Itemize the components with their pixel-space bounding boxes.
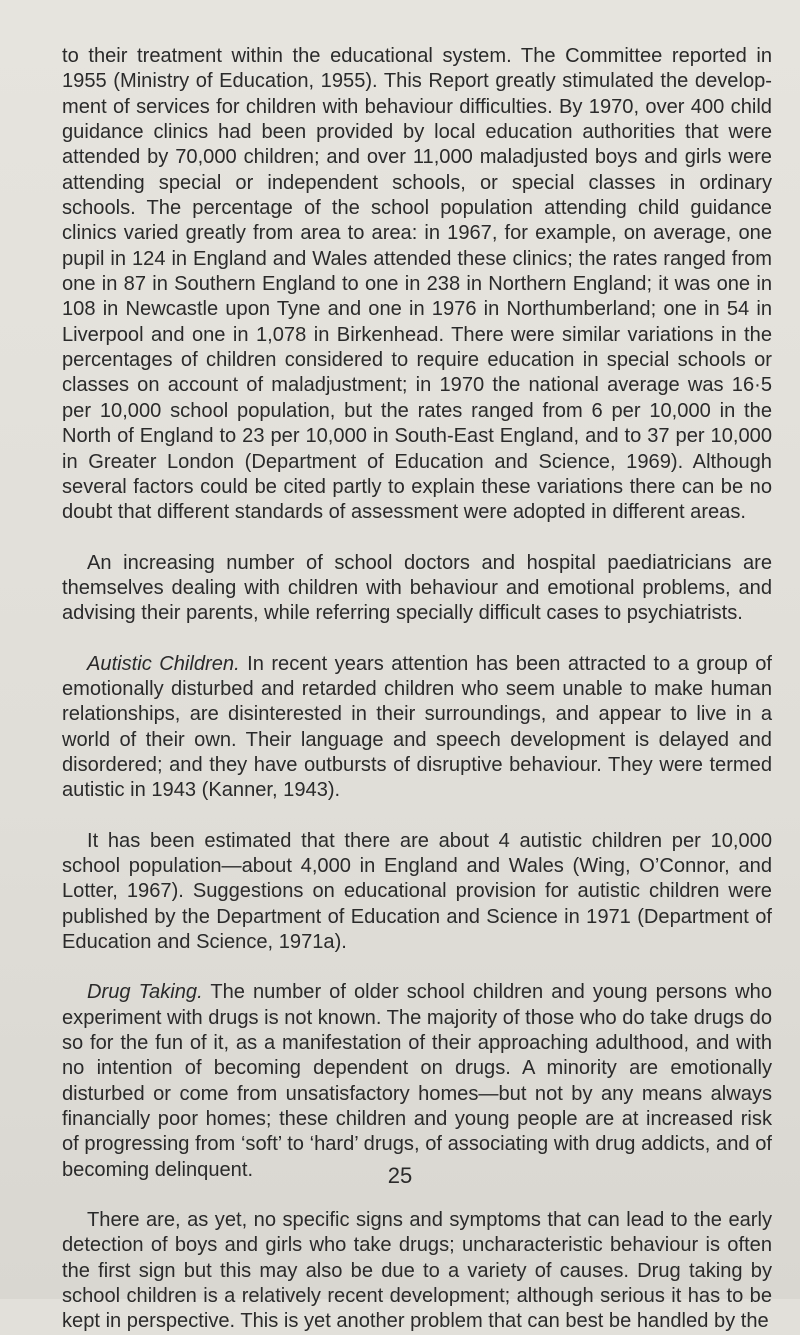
section-heading-drug-taking: Drug Taking. <box>87 981 203 1004</box>
section-heading-autistic: Autistic Children. <box>87 652 240 675</box>
paragraph-autism-estimate <box>62 829 772 956</box>
paragraph-drug-signs <box>62 1208 772 1335</box>
paragraph-drug-taking <box>62 980 772 1183</box>
page-number: 25 <box>387 1163 413 1188</box>
paragraph-text: An increasing number of school doctors and hospital paediatricians are themselves dealing with children with behaviour and emotional problems, and advising their parents, while referring specially difficult cases to psychiatrists. <box>62 551 772 625</box>
paragraph-autistic-children <box>62 652 772 804</box>
paragraph-text: There are, as yet, no specific signs and symptoms that can lead to the early detection of boys and girls who take drugs; uncharacteristic behaviour is often the first sign but this may also be due to a variety of causes. Drug taking by school children is a relatively recent development; although serious it has to be kept in perspective. This is yet another problem that can best be handled by the <box>62 1209 772 1333</box>
paragraph-school-doctors <box>62 551 772 627</box>
body-text <box>62 44 772 1335</box>
paragraph-text: The number of older school children and young persons who experiment with drugs is not known. The majority of those who do take drugs do so for the fun of it, as a manifestation of their approaching adulthood, and with no intention of becoming dependent on drugs. A minority are emotionally disturbed or come from unsatisfactory homes—but not by any means always financially poor homes; these children and young people are at increased risk of progressing from ‘soft’ to ‘hard’ drugs, of associating with drug addicts, and of becoming delinquent. <box>62 981 773 1181</box>
paragraph-text: It has been estimated that there are about 4 autistic children per 10,000 school population—about 4,000 in England and Wales (Wing, O’Connor, and Lotter, 1967). Suggestions on educational provision for autistic children were published by the Department of Education and Science in 1971 (Department of Education and Science, 1971a). <box>62 829 772 953</box>
paragraph-child-guidance <box>62 44 772 526</box>
paragraph-text: to their treatment within the educational system. The Committee reported in 1955 (Ministry of Education, 1955). This Report greatly stimulated the develop-ment of services for children with behaviour difficulties. By 1970, over 400 child guidance clinics had been provided by local education authorities that were attended by 70,000 children; and over 11,000 maladjusted boys and girls were attending special or independent schools, or special classes in ordinary schools. The percentage of the school population attending child guidance clinics varied greatly from area to area: in 1967, for example, on average, one pupil in 124 in England and Wales attended these clinics; the rates ranged from one in 87 in Southern England to one in 238 in Northern England; it was one in 108 in Newcastle upon Tyne and one in 1976 in Northumberland; one in 54 in Liverpool and one in 1,078 in Birkenhead. There were similar variations in the percentages of children considered to require education in special schools or classes on account of maladjustment; in 1970 the national average was 16·5 per 10,000 school population, but the rates ranged from 6 per 10,000 in the North of England to 23 per 10,000 in South-East England, and to 37 per 10,000 in Greater London (Department of Education and Science, 1969). Although several factors could be cited partly to explain these variations there can be no doubt that different standards of assessment were adopted in different areas. <box>62 45 772 524</box>
paragraph-text: In recent years attention has been attracted to a group of emotionally disturbed and retarded children who seem unable to make human relationships, are disinterested in their surroundings, and appear to live in a world of their own. Their language and speech development is delayed and disordered; and they have outbursts of disruptive behaviour. They were termed autistic in 1943 (Kanner, 1943). <box>62 652 773 802</box>
